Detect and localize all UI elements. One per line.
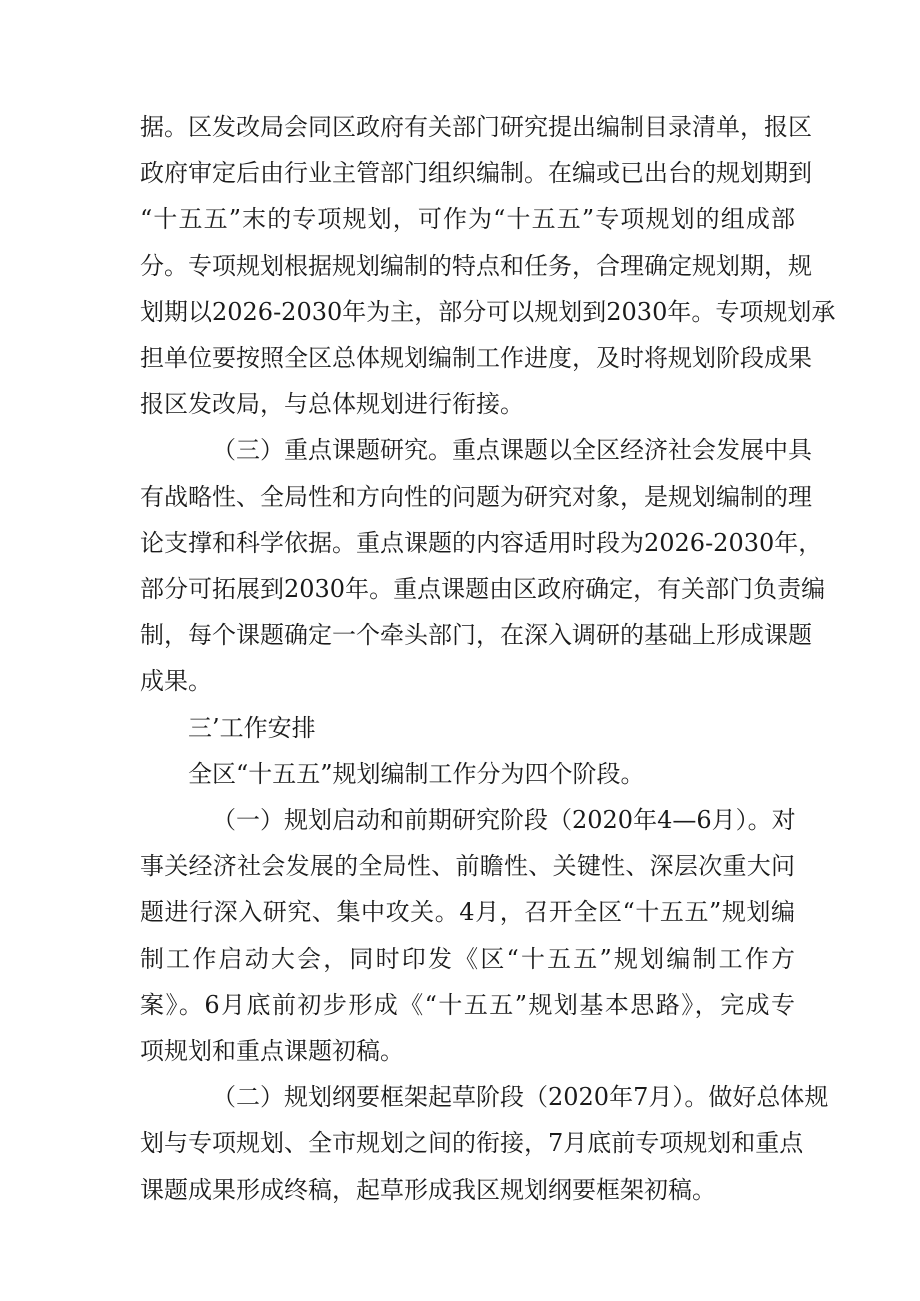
text-line: （二）规划纲要框架起草阶段（2020年7月）。做好总体规: [212, 1083, 829, 1112]
section-heading-work-arrangement: [140, 705, 795, 751]
text-line: 论支撑和科学依据。重点课题的内容适用时段为2026-2030年，: [140, 528, 823, 557]
text-line: 制工作启动大会，同时印发《区“十五五”规划编制工作方: [140, 944, 795, 973]
text-line: “十五五”末的专项规划，可作为“十五五”专项规划的组成部: [140, 205, 795, 234]
text-line: 成果。: [140, 667, 212, 696]
text-line: 划与专项规划、全市规划之间的衔接，7月底前专项规划和重点: [140, 1129, 804, 1158]
paragraph-key-research-topics: [140, 427, 826, 704]
text-line: 划期以2026-2030年为主，部分可以规划到2030年。专项规划承: [140, 297, 836, 326]
text-line: 报区发改局，与总体规划进行衔接。: [140, 390, 524, 419]
text-line: 担单位要按照全区总体规划编制工作进度，及时将规划阶段成果: [140, 344, 812, 373]
text-line: 政府审定后由行业主管部门组织编制。在编或已出台的规划期到: [140, 159, 812, 188]
text-line: （一）规划启动和前期研究阶段（2020年4—6月）。对: [212, 806, 796, 835]
text-line: 据。区发改局会同区政府有关部门研究提出编制目录清单，报区: [140, 113, 812, 141]
text-line: 项规划和重点课题初稿。: [140, 1037, 404, 1066]
paragraph-stage-one: [140, 797, 795, 1074]
text-line: 课题成果形成终稿，起草形成我区规划纲要框架初稿。: [140, 1175, 716, 1204]
text-line: 全区“十五五”规划编制工作分为四个阶段。: [188, 759, 645, 788]
text-line: 案》。6月底前初步形成《“十五五”规划基本思路》，完成专: [140, 990, 795, 1019]
text-line: 部分可拓展到2030年。重点课题由区政府确定，有关部门负责编: [140, 575, 826, 604]
text-line: 分。专项规划根据规划编制的特点和任务，合理确定规划期，规: [140, 251, 812, 280]
text-line: 制，每个课题确定一个牵头部门，在深入调研的基础上形成课题: [140, 621, 812, 650]
text-line: （三）重点课题研究。重点课题以全区经济社会发展中具: [212, 436, 812, 465]
document-body: [140, 104, 836, 1213]
paragraph-stage-two: [140, 1074, 829, 1213]
text-line: 有战略性、全局性和方向性的问题为研究对象，是规划编制的理: [140, 482, 812, 511]
paragraph-four-stages-intro: [140, 751, 795, 797]
section-heading-text: 三’工作安排: [188, 713, 316, 742]
paragraph-special-plans-continued: [140, 104, 836, 427]
text-line: 事关经济社会发展的全局性、前瞻性、关键性、深层次重大问: [140, 852, 795, 881]
text-line: 题进行深入研究、集中攻关。4月，召开全区“十五五”规划编: [140, 898, 795, 927]
